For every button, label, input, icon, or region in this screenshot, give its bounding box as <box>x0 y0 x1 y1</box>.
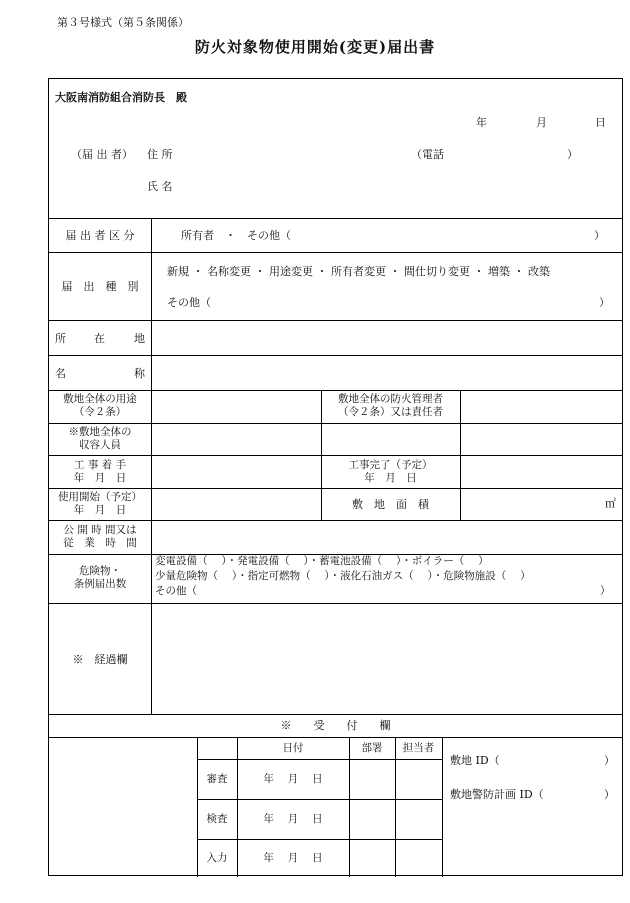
progress-label: ※ 経過欄 <box>72 653 128 666</box>
phone-close: ） <box>567 148 578 161</box>
site-use-label: 敷地全体の用途 （令２条） <box>63 393 137 418</box>
input-date: 年 月 日 <box>263 852 323 864</box>
hazard-line-1: 変電設備（ ）・発電設備（ ）・蓄電池設備（ ）・ボイラー（ ） <box>155 555 489 567</box>
inspection-date: 年 月 日 <box>263 813 323 825</box>
day-label: 日 <box>595 116 606 129</box>
address-label: 住 所 <box>147 148 173 161</box>
hazard-line-3: その他（ <box>155 585 197 597</box>
category-value: 所有者 ・ その他（ <box>181 229 291 242</box>
type-label: 届 出 種 別 <box>61 280 139 293</box>
plan-id-close: ） <box>604 788 615 801</box>
notifier-label: （届 出 者） <box>71 148 133 161</box>
addressee: 大阪南消防組合消防長 殿 <box>55 91 187 104</box>
type-close: ） <box>599 296 610 309</box>
form-title: 防火対象物使用開始(変更)届出書 <box>194 38 436 56</box>
input-row-label: 入力 <box>206 852 228 864</box>
header-section <box>49 79 622 218</box>
type-options: 新規 ・ 名称変更 ・ 用途変更 ・ 所有者変更 ・ 間仕切り変更 ・ 増築 ・ 改築 <box>167 265 550 278</box>
category-close: ） <box>594 229 605 242</box>
location-label-1: 所 <box>55 332 66 345</box>
form-number: 第３号様式（第５条関係） <box>57 16 189 29</box>
category-label: 届 出 者 区 分 <box>65 229 135 242</box>
review-row-label: 審査 <box>206 773 228 785</box>
location-label-2: 在 <box>94 332 105 345</box>
construction-start-label: 工 事 着 手 年 月 日 <box>73 459 127 484</box>
form-frame <box>48 78 623 876</box>
department-header: 部署 <box>361 742 383 754</box>
name-row-label-1: 名 <box>55 367 66 380</box>
year-label: 年 <box>476 116 487 129</box>
site-id-close: ） <box>604 754 615 767</box>
inspection-row-label: 検査 <box>206 813 228 825</box>
construction-complete-label: 工事完了（予定） 年 月 日 <box>348 459 433 484</box>
hazard-line-2: 少量危険物（ ）・指定可燃物（ ）・液化石油ガス（ ）・危険物施設（ ） <box>155 570 531 582</box>
phone-label: （電話 <box>411 148 444 161</box>
hazard-close: ） <box>600 585 611 597</box>
name-row-label-2: 称 <box>134 367 145 380</box>
site-id-label: 敷地 ID（ <box>450 754 500 767</box>
capacity-label: ※敷地全体の 収容人員 <box>68 426 132 451</box>
month-label: 月 <box>536 116 547 129</box>
use-start-label: 使用開始（予定） 年 月 日 <box>58 491 142 516</box>
review-date: 年 月 日 <box>263 773 323 785</box>
reception-label: ※ 受 付 欄 <box>280 719 391 732</box>
staff-header: 担当者 <box>402 742 435 754</box>
hazard-label: 危険物・ 条例届出数 <box>73 565 127 590</box>
type-other: その他（ <box>167 296 211 309</box>
name-label: 氏 名 <box>147 180 173 193</box>
hours-label: 公 開 時 間又は 従 業 時 間 <box>63 524 137 549</box>
plan-id-label: 敷地警防計画 ID（ <box>450 788 544 801</box>
location-label-3: 地 <box>134 332 145 345</box>
date-header: 日付 <box>282 742 304 754</box>
fire-manager-label: 敷地全体の防火管理者 （令２条）又は責任者 <box>338 393 443 418</box>
site-area-label: 敷 地 面 積 <box>352 498 429 511</box>
area-unit: ㎡ <box>605 497 616 510</box>
